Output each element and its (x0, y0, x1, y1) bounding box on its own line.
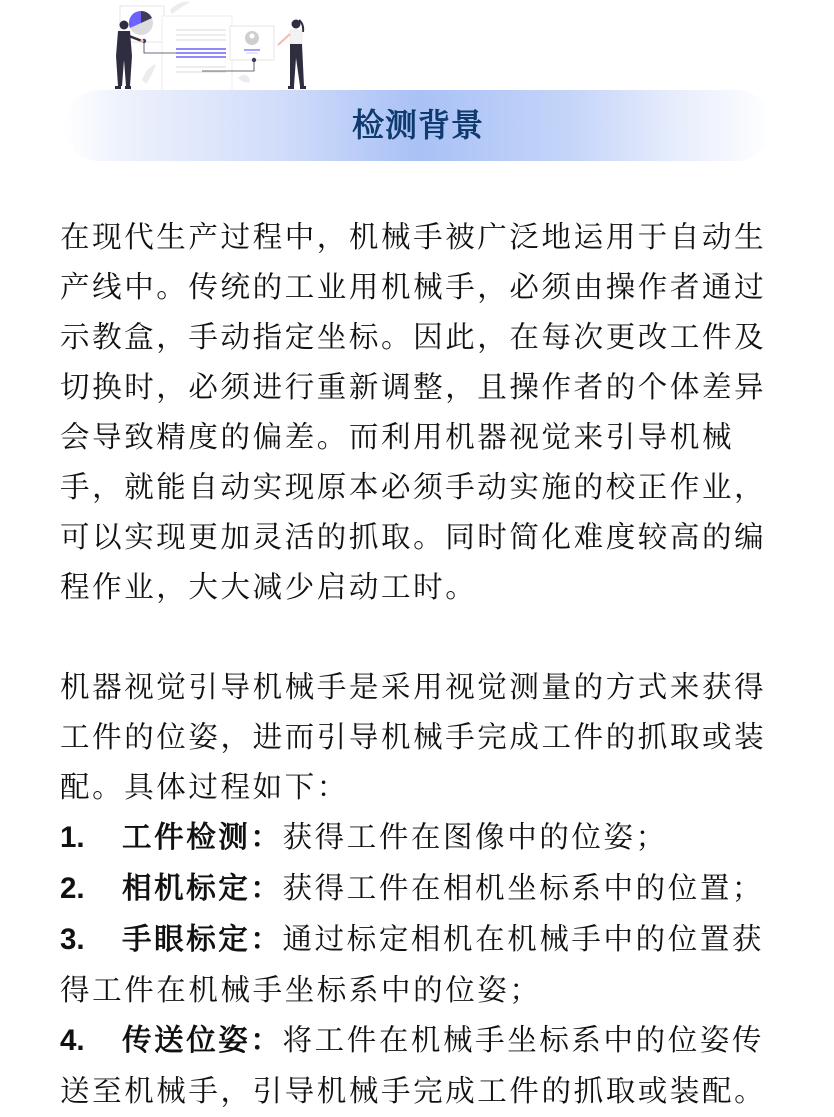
step-item (60, 863, 780, 914)
step-item (60, 812, 780, 863)
step-term: 手眼标定： (122, 922, 283, 956)
step-text: 获得工件在相机坐标系中的位置； (282, 871, 765, 905)
step-number: 3. (60, 923, 85, 956)
section-header-banner (64, 90, 772, 161)
step-item (60, 914, 780, 1015)
step-term: 传送位姿： (122, 1023, 283, 1057)
step-number: 1. (60, 821, 85, 854)
header-illustration (100, 0, 340, 92)
step-text: 将工件在机械手坐标系中的位姿传送至机械手，引导机械手完成工件的抓取或装配。 (60, 1023, 767, 1108)
process-intro-paragraph: 机器视觉引导机械手是采用视觉测量的方式来获得工件的位姿，进而引导机械手完成工件的抓取或装配。具体过程如下： (60, 670, 767, 804)
step-number: 4. (60, 1024, 85, 1057)
step-text: 获得工件在图像中的位姿； (282, 820, 668, 854)
step-item (60, 1015, 780, 1116)
people-dashboard-icon (100, 0, 340, 92)
process-steps-list (60, 812, 780, 1116)
section-title: 检测背景 (351, 106, 484, 144)
step-term: 工件检测： (122, 820, 283, 854)
step-term: 相机标定： (122, 871, 283, 905)
background-paragraph: 在现代生产过程中，机械手被广泛地运用于自动生产线中。传统的工业用机械手，必须由操作者通过示教盒，手动指定坐标。因此，在每次更改工件及切换时，必须进行重新调整，且操作者的个体差异会导致精度的偏差。而利用机器视觉来引导机械手，就能自动实现原本必须手动实施的校正作业，可以实现更加灵活的抓取。同时简化难度较高的编程作业，大大减少启动工时。 (60, 220, 767, 604)
article-body (60, 212, 780, 1116)
step-text: 通过标定相机在机械手中的位置获得工件在机械手坐标系中的位姿； (60, 922, 765, 1007)
step-number: 2. (60, 872, 85, 905)
